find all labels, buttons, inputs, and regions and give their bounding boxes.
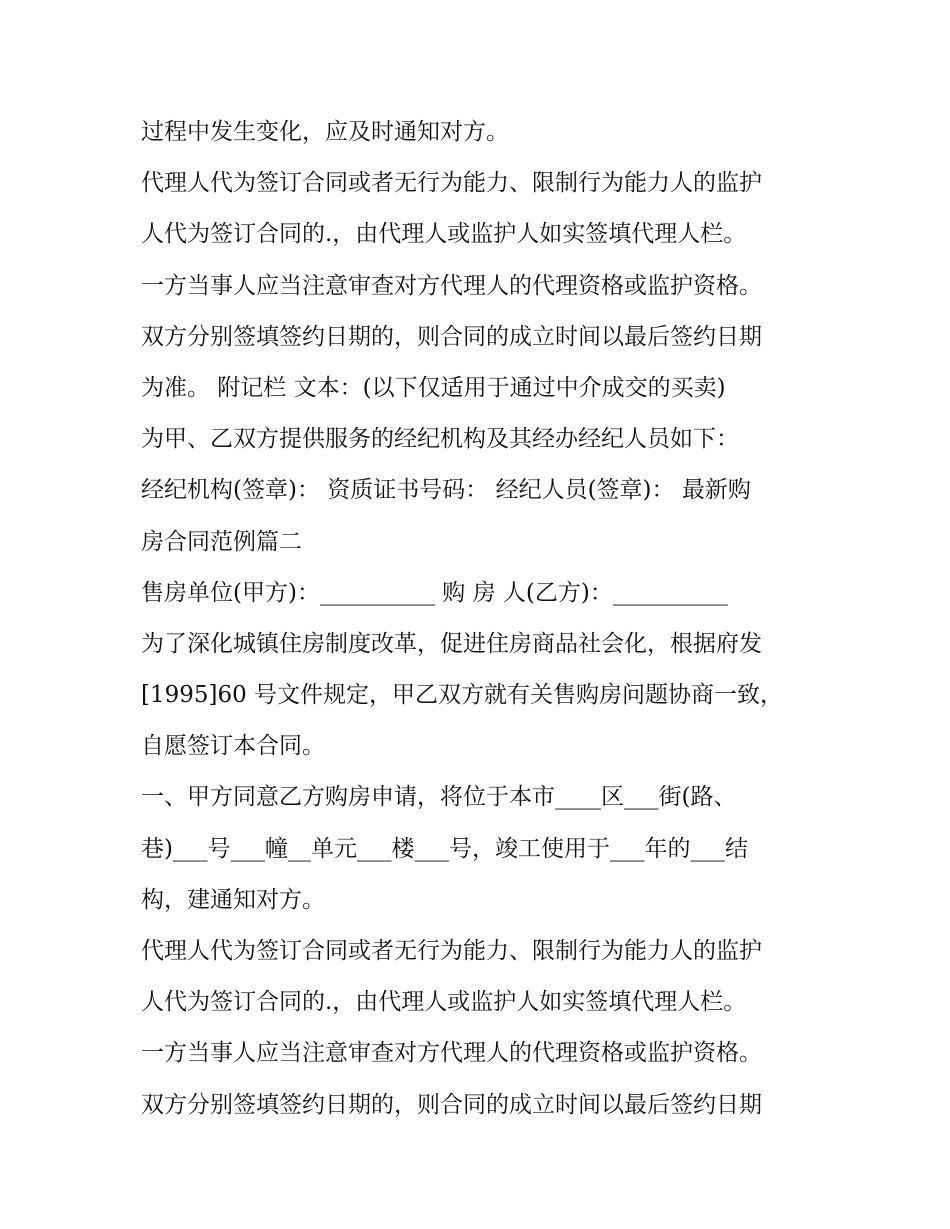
contract-text-body bbox=[141, 107, 841, 1131]
text-line-1: 过程中发生变化，应及时通知对方。 bbox=[141, 119, 509, 145]
text-line-2: 代理人代为签订合同或者无行为能力、限制行为能力人的监护 bbox=[141, 170, 762, 197]
text-line-10: 售房单位(甲方)：__________ 购 房 人(乙方)：__________ bbox=[141, 579, 728, 606]
text-line-15: 巷)___号___幢__单元___楼___号，竣工使用于___年的___结 bbox=[141, 835, 748, 862]
text-line-5: 双方分别签填签约日期的，则合同的成立时间以最后签约日期 bbox=[141, 323, 762, 350]
text-line-19: 一方当事人应当注意审查对方代理人的代理资格或监护资格。 bbox=[141, 1040, 762, 1067]
text-line-18: 人代为签订合同的.，由代理人或监护人如实签填代理人栏。 bbox=[141, 989, 747, 1016]
text-line-13: 自愿签订本合同。 bbox=[141, 733, 325, 760]
text-line-6: 为准。 附记栏 文本：(以下仅适用于通过中介成交的买卖) bbox=[141, 374, 726, 401]
text-line-17: 代理人代为签订合同或者无行为能力、限制行为能力人的监护 bbox=[141, 938, 762, 964]
text-line-4: 一方当事人应当注意审查对方代理人的代理资格或监护资格。 bbox=[141, 272, 762, 299]
text-line-14: 一、甲方同意乙方购房申请，将位于本市____区___街(路、 bbox=[141, 784, 737, 811]
text-line-16: 构，建通知对方。 bbox=[141, 886, 325, 913]
text-line-8: 经纪机构(签章)： 资质证书号码： 经纪人员(签章)： 最新购 bbox=[141, 477, 751, 504]
text-line-11: 为了深化城镇住房制度改革，促进住房商品社会化，根据府发 bbox=[141, 630, 762, 657]
text-line-7: 为甲、乙双方提供服务的经纪机构及其经办经纪人员如下： bbox=[141, 426, 739, 453]
text-line-12: [1995]60 号文件规定，甲乙双方就有关售购房问题协商一致， bbox=[141, 682, 784, 709]
text-line-9: 房合同范例篇二 bbox=[141, 528, 302, 555]
text-line-3: 人代为签订合同的.，由代理人或监护人如实签填代理人栏。 bbox=[141, 221, 747, 248]
text-line-20: 双方分别签填签约日期的，则合同的成立时间以最后签约日期 bbox=[141, 1091, 762, 1118]
